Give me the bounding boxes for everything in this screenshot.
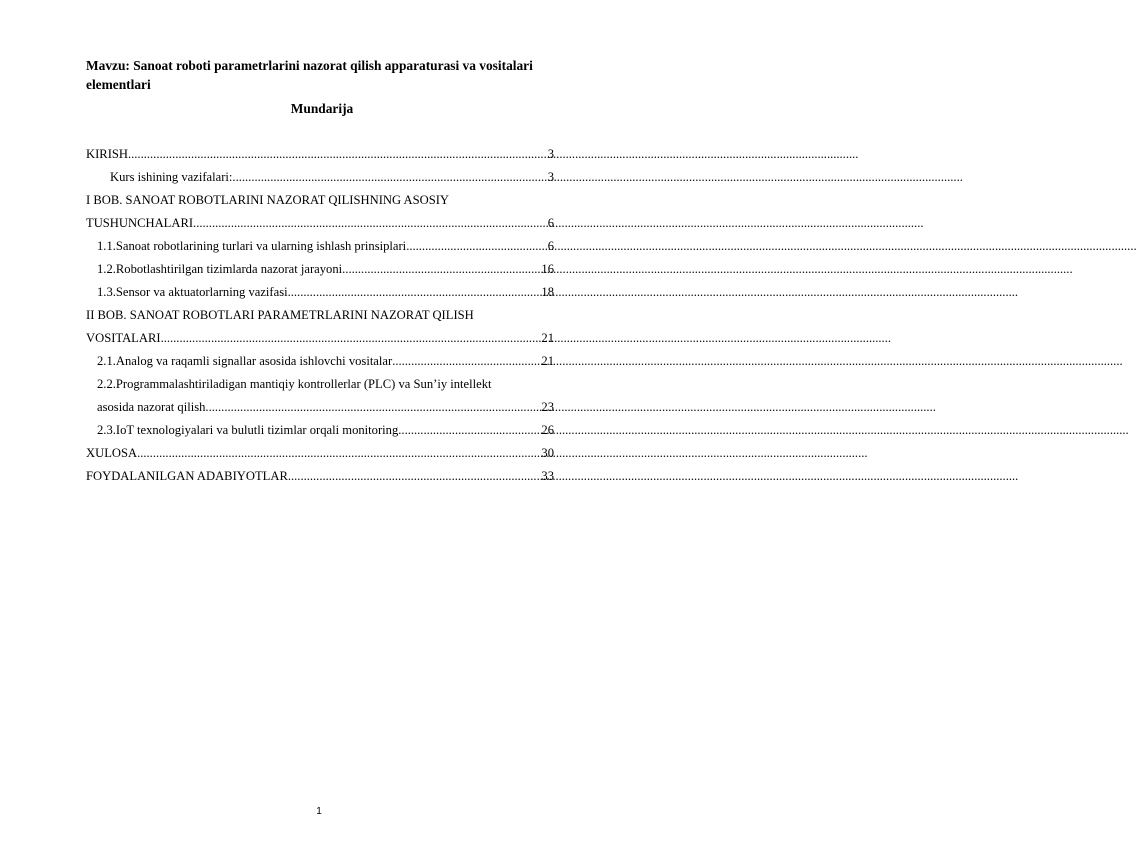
toc-page-number: 30 xyxy=(541,446,554,460)
toc-leader-dots xyxy=(137,442,541,465)
toc-entry-line xyxy=(110,166,554,189)
toc-leader-dots xyxy=(288,281,542,304)
toc-entry-title-line: 2.2.Programmalashtiriladigan mantiqiy kontrollerlar (PLC) va Sun’iy intellekt xyxy=(97,377,492,391)
toc-leader-dots xyxy=(193,212,548,235)
toc-heading: Mundarija xyxy=(290,101,354,116)
toc-entry-title-line: II BOB. SANOAT ROBOTLARI PARAMETRLARINI NAZORAT QILISH xyxy=(86,308,474,322)
toc-entry[interactable] xyxy=(86,281,554,304)
toc-page-number: 3 xyxy=(547,147,554,161)
toc-entry-line xyxy=(97,396,554,419)
toc-entry-title: asosida nazorat qilish xyxy=(97,400,206,414)
toc-leader-dots xyxy=(406,235,548,258)
toc-entry[interactable] xyxy=(86,419,554,442)
toc-entry-title: VOSITALARI xyxy=(86,331,161,345)
toc-entry-title: 1.1.Sanoat robotlarining turlari va ularning ishlash prinsiplari xyxy=(97,239,407,253)
toc-leader-dots xyxy=(288,465,542,488)
toc-leader-dots xyxy=(392,350,541,373)
toc-entry-line xyxy=(97,419,554,442)
toc-entry-line xyxy=(86,465,554,488)
toc-entry-title: Kurs ishining vazifalari: xyxy=(110,170,233,184)
toc-leader-dots xyxy=(205,396,541,419)
document-topic: Mavzu: Sanoat roboti parametrlarini nazorat qilish apparaturasi va vositalari elementlari xyxy=(86,58,533,92)
toc-leader-dots xyxy=(128,143,548,166)
page-number: 1 xyxy=(316,806,322,817)
toc-entry-title: TUSHUNCHALARI xyxy=(86,216,194,230)
toc-entry-title: 1.2.Robotlashtirilgan tizimlarda nazorat jarayoni xyxy=(97,262,343,276)
toc-entry[interactable] xyxy=(86,350,554,373)
toc-page-number: 6 xyxy=(547,239,554,253)
toc-entry-title: KIRISH xyxy=(86,147,128,161)
toc-entry[interactable] xyxy=(86,465,554,488)
toc-entry[interactable] xyxy=(86,442,554,465)
toc-page-number: 18 xyxy=(541,285,554,299)
toc-entry[interactable] xyxy=(86,373,554,419)
toc-page-number: 33 xyxy=(541,469,554,483)
toc-entry-title: 2.3.IoT texnologiyalari va bulutli tizimlar orqali monitoring xyxy=(97,423,399,437)
toc-entry-line xyxy=(97,258,554,281)
toc-entry-line xyxy=(86,212,554,235)
toc-entry-line xyxy=(97,235,554,258)
toc-page-number: 16 xyxy=(541,262,554,276)
toc-entry-line xyxy=(97,350,554,373)
toc-entry-title: 1.3.Sensor va aktuatorlarning vazifasi xyxy=(97,285,288,299)
toc-page-number: 3 xyxy=(547,170,554,184)
toc-entry[interactable] xyxy=(86,143,554,166)
toc-entry-line xyxy=(86,442,554,465)
toc-page-number: 26 xyxy=(541,423,554,437)
toc-page-number: 23 xyxy=(541,400,554,414)
toc-leader-dots xyxy=(342,258,541,281)
toc-page-number: 21 xyxy=(541,354,554,368)
toc-entry-title-line: I BOB. SANOAT ROBOTLARINI NAZORAT QILISHNING ASOSIY xyxy=(86,193,450,207)
toc-entry[interactable] xyxy=(86,258,554,281)
toc-entry-title: 2.1.Analog va raqamli signallar asosida ishlovchi vositalar xyxy=(97,354,393,368)
toc-entry-line xyxy=(86,327,554,350)
toc-entry[interactable] xyxy=(86,189,554,235)
toc-entry-title: FOYDALANILGAN ADABIYOTLAR xyxy=(86,469,288,483)
toc-leader-dots xyxy=(161,327,542,350)
toc-entry-line xyxy=(97,281,554,304)
toc-page-number: 6 xyxy=(547,216,554,230)
toc-entry-line xyxy=(86,143,554,166)
toc-entry[interactable] xyxy=(86,304,554,350)
toc-page-number: 21 xyxy=(541,331,554,345)
toc-entry-title: XULOSA xyxy=(86,446,138,460)
toc-entry[interactable] xyxy=(86,235,554,258)
table-of-contents xyxy=(86,143,554,488)
toc-entry[interactable] xyxy=(86,166,554,189)
toc-leader-dots xyxy=(398,419,541,442)
toc-leader-dots xyxy=(232,166,547,189)
